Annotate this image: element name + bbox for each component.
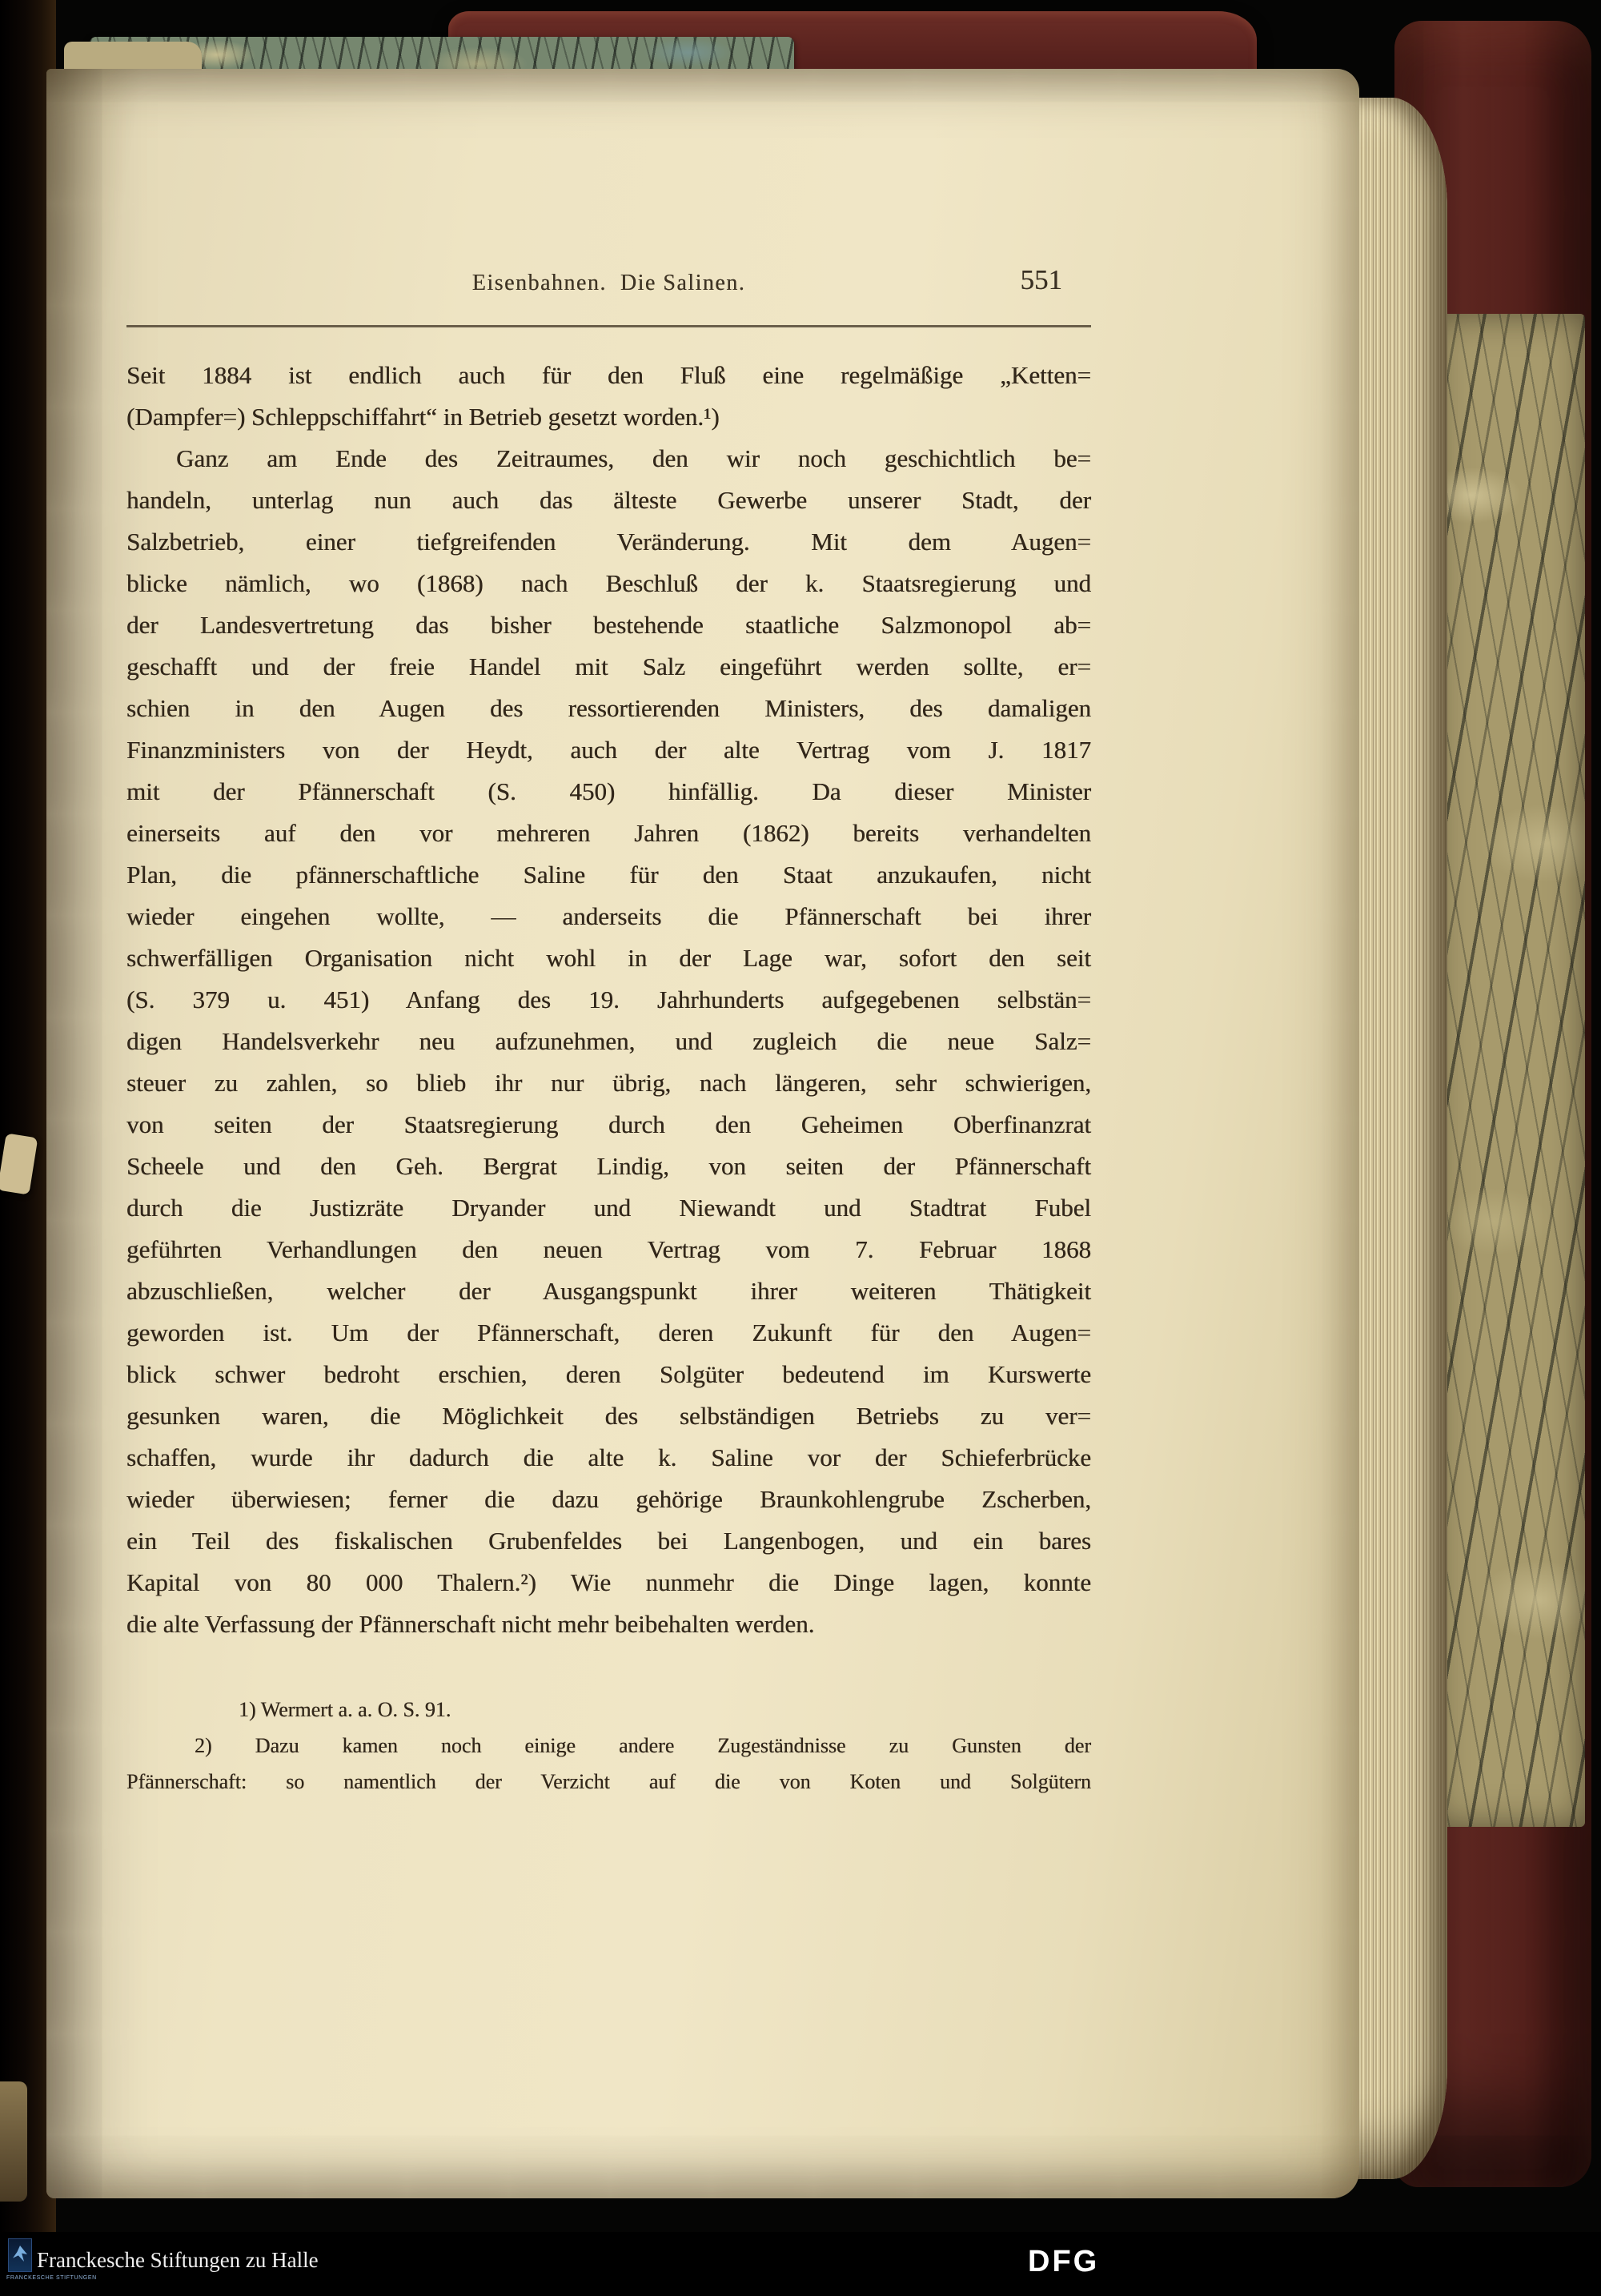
institution-name: Franckesche Stiftungen zu Halle [37, 2248, 319, 2272]
text-line: schwerfälligen Organisation nicht wohl in der Lage war, sofort den seit [126, 944, 1091, 972]
text-line: schien in den Augen des ressortierenden Ministers, des damaligen [126, 694, 1091, 722]
logo-emblem-icon [8, 2238, 32, 2272]
book-page [46, 69, 1359, 2198]
marbled-paper-right-panel [1433, 314, 1585, 1827]
eagle-icon [13, 2246, 27, 2262]
text-line: wieder eingehen wollte, — anderseits die Pfännerschaft bei ihrer [126, 902, 1091, 930]
logo-caption: FRANCKESCHE STIFTUNGEN [6, 2275, 97, 2281]
text-line: Finanzministers von der Heydt, auch der alte Vertrag vom J. 1817 [126, 736, 1091, 764]
text-line: (Dampfer=) Schleppschiffahrt“ in Betrieb gesetzt worden.¹) [126, 403, 720, 431]
page-number: 551 [1020, 264, 1062, 295]
text-line: Kapital von 80 000 Thalern.²) Wie nunmehr die Dinge lagen, konnte [126, 1568, 1091, 1596]
running-header-title: Eisenbahnen. Die Salinen. [471, 271, 746, 295]
text-line: blicke nämlich, wo (1868) nach Beschluß der k. Staatsregierung und [126, 569, 1091, 597]
footnote [126, 1692, 1091, 1728]
text-line: steuer zu zahlen, so blieb ihr nur übrig, nach längeren, sehr schwierigen, [126, 1069, 1091, 1097]
text-line: Ganz am Ende des Zeitraumes, den wir noch geschichtlich be= [176, 444, 1091, 472]
text-line: die alte Verfassung der Pfännerschaft nicht mehr beibehalten werden. [126, 1610, 815, 1638]
text-line: der Landesvertretung das bisher bestehende staatliche Salzmonopol ab= [126, 611, 1091, 639]
text-line: schaffen, wurde ihr dadurch die alte k. Saline vor der Schieferbrücke [126, 1443, 1091, 1471]
text-line: gesunken waren, die Möglichkeit des selbständigen Betriebs zu ver= [126, 1402, 1091, 1430]
paragraph [126, 438, 1091, 1645]
dfg-logo: DFG [1028, 2245, 1100, 2278]
text-line: Seit 1884 ist endlich auch für den Fluß eine regelmäßige „Ketten= [126, 361, 1091, 389]
text-line: geschafft und der freie Handel mit Salz eingeführt werden sollte, er= [126, 652, 1091, 680]
text-line: Scheele und den Geh. Bergrat Lindig, von seiten der Pfännerschaft [126, 1152, 1091, 1180]
text-line: von seiten der Staatsregierung durch den Geheimen Oberfinanzrat [126, 1110, 1091, 1138]
text-line: abzuschließen, welcher der Ausgangspunkt ihrer weiteren Thätigkeit [126, 1277, 1091, 1305]
page-content [126, 264, 1091, 1800]
text-line: ein Teil des fiskalischen Grubenfeldes bei Langenbogen, und ein bares [126, 1527, 1091, 1555]
text-line: einerseits auf den vor mehreren Jahren (1862) bereits verhandelten [126, 819, 1091, 847]
text-line: geworden ist. Um der Pfännerschaft, deren Zukunft für den Augen= [126, 1319, 1091, 1347]
footnote-line: 2) Dazu kamen noch einige andere Zugeständnisse zu Gunsten der [195, 1734, 1091, 1757]
header-rule [126, 325, 1091, 327]
text-line: handeln, unterlag nun auch das älteste Gewerbe unserer Stadt, der [126, 486, 1091, 514]
footer-bar [0, 2232, 1601, 2296]
text-line: mit der Pfännerschaft (S. 450) hinfällig. Da dieser Minister [126, 777, 1091, 805]
footnote [126, 1728, 1091, 1800]
body-text [126, 355, 1091, 1645]
footnote-line: Pfännerschaft: so namentlich der Verzicht auf die von Koten und Solgütern [126, 1770, 1091, 1793]
text-line: blick schwer bedroht erschien, deren Solgüter bedeutend im Kurswerte [126, 1360, 1091, 1388]
running-header [126, 264, 1091, 314]
footnote-line: 1) Wermert a. a. O. S. 91. [239, 1698, 451, 1721]
text-line: Salzbetrieb, einer tiefgreifenden Veränderung. Mit dem Augen= [126, 528, 1091, 556]
text-line: geführten Verhandlungen den neuen Vertrag vom 7. Februar 1868 [126, 1235, 1091, 1263]
text-line: (S. 379 u. 451) Anfang des 19. Jahrhunderts aufgegebenen selbstän= [126, 985, 1091, 1014]
binding-paper-sliver [0, 2081, 27, 2202]
footnotes [126, 1692, 1091, 1800]
text-line: durch die Justizräte Dryander und Niewandt und Stadtrat Fubel [126, 1194, 1091, 1222]
text-line: wieder überwiesen; ferner die dazu gehörige Braunkohlengrube Zscherben, [126, 1485, 1091, 1513]
text-line: digen Handelsverkehr neu aufzunehmen, und zugleich die neue Salz= [126, 1027, 1091, 1055]
text-line: Plan, die pfännerschaftliche Saline für den Staat anzukaufen, nicht [126, 861, 1091, 889]
paragraph [126, 355, 1091, 438]
